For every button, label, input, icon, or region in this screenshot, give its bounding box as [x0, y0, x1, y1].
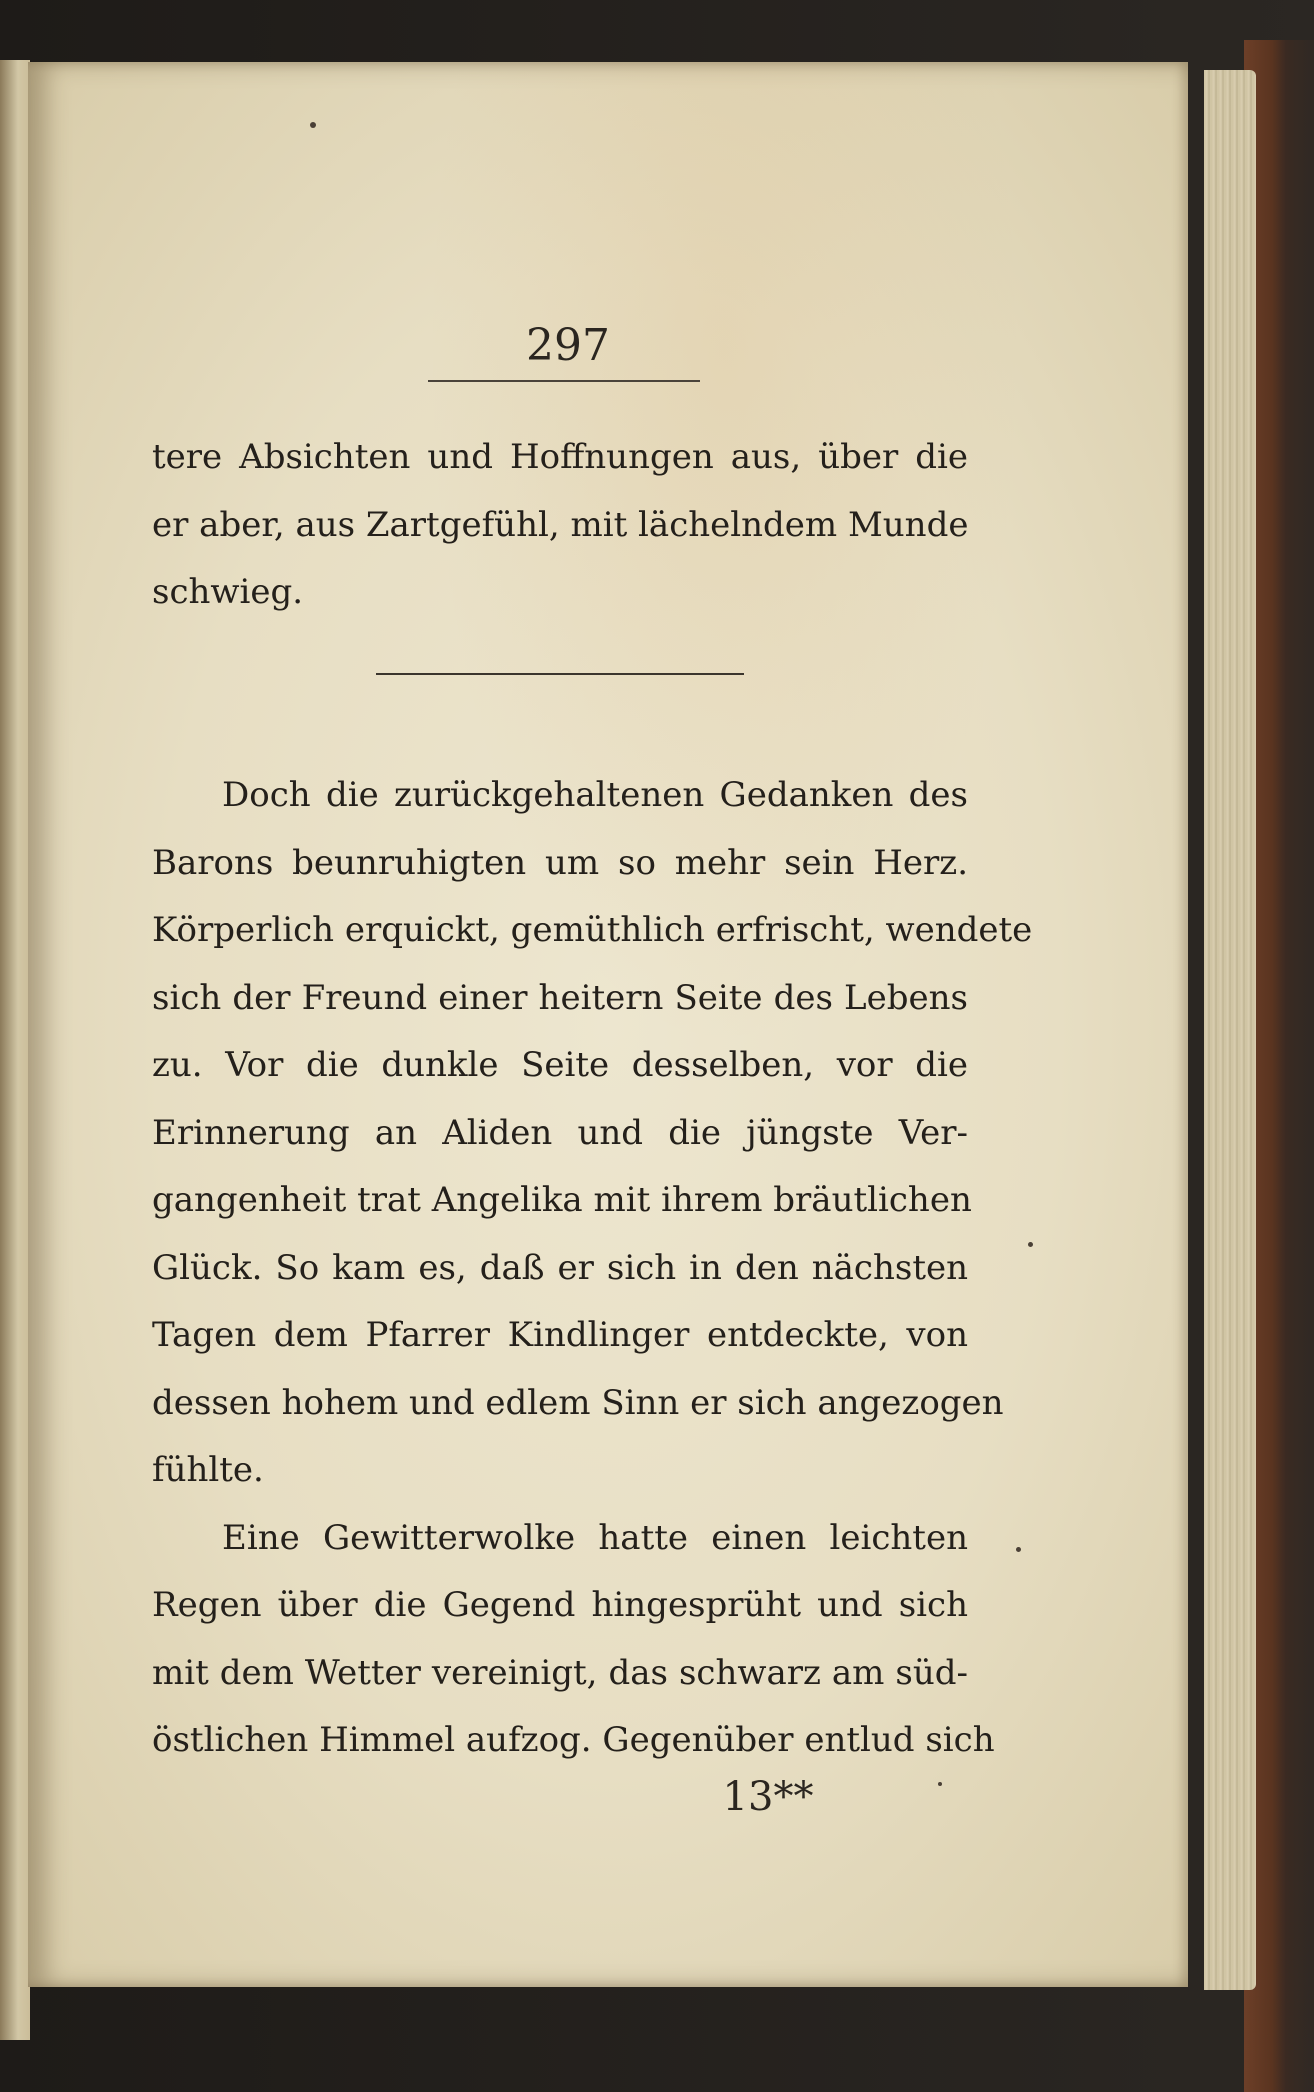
text-line: östlichen Himmel aufzog. Gegenüber entlud sich	[152, 1720, 995, 1760]
paper-speck	[938, 1782, 942, 1786]
header-rule	[428, 380, 700, 382]
text-line: fühlte.	[152, 1450, 264, 1490]
text-line: mit dem Wetter vereinigt, das schwarz am süd-	[152, 1652, 968, 1693]
text-line: Tagen dem Pfarrer Kindlinger entdeckte, von	[152, 1315, 968, 1355]
text-line: Körperlich erquickt, gemüthlich erfrischt, wendete	[152, 910, 1033, 950]
text-line: Erinnerung an Aliden und die jüngste Ver-	[152, 1112, 968, 1153]
text-line: Regen über die Gegend hingesprüht und sich	[152, 1585, 968, 1625]
text-line: schwieg.	[152, 572, 304, 612]
text-line: Glück. So kam es, daß er sich in den nächsten	[152, 1247, 968, 1288]
text-line: Barons beunruhigten um so mehr sein Herz.	[152, 842, 968, 883]
printer-signature-mark: 13**	[722, 1774, 814, 1820]
paragraph-continued	[152, 424, 968, 627]
paper-speck	[310, 122, 316, 128]
text-line: er aber, aus Zartgefühl, mit lächelndem Munde	[152, 504, 969, 545]
text-line: zu. Vor die dunkle Seite desselben, vor die	[152, 1045, 968, 1085]
body-text	[152, 762, 1033, 1775]
facing-page-edge	[0, 60, 30, 2040]
section-divider	[376, 673, 744, 675]
page-stack-edge	[1204, 70, 1256, 1990]
paper-speck	[1028, 1242, 1033, 1247]
text-line: Doch die zurückgehaltenen Gedanken des	[222, 775, 968, 815]
paper-speck	[1016, 1547, 1021, 1552]
page-number: 297	[526, 320, 610, 371]
book-page	[28, 62, 1188, 1987]
text-line: dessen hohem und edlem Sinn er sich angezogen	[152, 1382, 1004, 1423]
text-line: sich der Freund einer heitern Seite des Lebens	[152, 977, 968, 1018]
text-line: tere Absichten und Hoffnungen aus, über die	[152, 437, 968, 477]
text-line: gangenheit trat Angelika mit ihrem bräutlichen	[152, 1180, 972, 1220]
text-line: Eine Gewitterwolke hatte einen leichten	[222, 1517, 968, 1558]
